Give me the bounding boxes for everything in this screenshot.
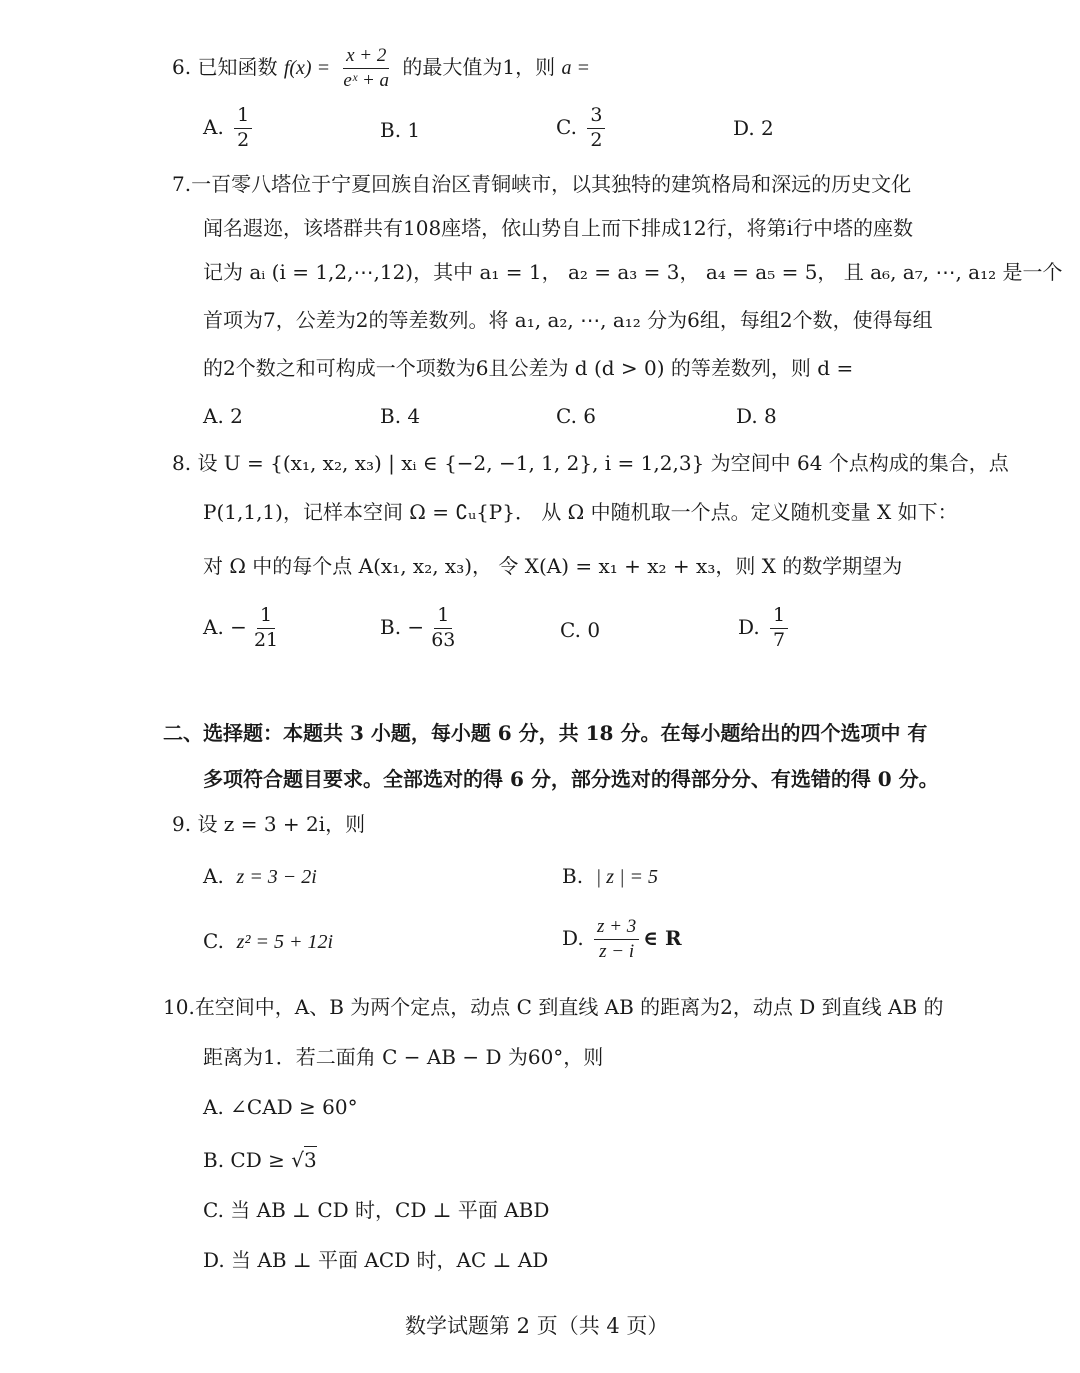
option-label: B.: [562, 864, 584, 888]
q6-a-fraction: [234, 106, 252, 151]
q7-line-4: 首项为7，公差为2的等差数列。将 a₁, a₂, ⋯, a₁₂ 分为6组，每组2个数，使得每组: [203, 308, 933, 332]
minus-sign: −: [230, 614, 247, 639]
option-value: | z | = 5: [595, 866, 659, 888]
q6-number: 6.: [172, 54, 192, 79]
q6-function: f(x) =: [283, 56, 331, 79]
denominator: 21: [253, 628, 279, 651]
q6-stem-pre: 已知函数: [197, 54, 278, 79]
q8-option-c: [560, 620, 600, 640]
q7-option-d: D. 8: [736, 404, 777, 428]
q9-d-fraction: [594, 917, 639, 962]
denominator: 63: [431, 628, 456, 651]
q10-option-d: D. 当 AB ⊥ 平面 ACD 时，AC ⊥ AD: [203, 1248, 549, 1272]
section-2-heading-line-1: 二、选择题：本题共 3 小题，每小题 6 分，共 18 分。在每小题给出的四个选项中 有: [163, 721, 928, 745]
option-label: D.: [738, 614, 760, 639]
q7-number: 7.: [172, 172, 192, 196]
numerator: 1: [234, 106, 252, 129]
q9-option-b: [562, 866, 658, 887]
q7-line-2: 闻名遐迩，该塔群共有108座塔，依山势自上而下排成12行，将第i行中塔的座数: [203, 216, 914, 240]
numerator: 3: [587, 106, 605, 129]
q8-option-d: [738, 606, 792, 651]
denominator: 2: [237, 128, 250, 151]
q6-option-c: [556, 106, 609, 151]
q8-line-2: P(1,1,1)，记样本空间 Ω = ∁ᵤ{P}． 从 Ω 中随机取一个点。定义随机变量 X 如下：: [203, 500, 958, 524]
q7-option-b: B. 4: [380, 404, 421, 428]
option-label: B.: [380, 118, 402, 142]
q10-option-c: C. 当 AB ⊥ CD 时，CD ⊥ 平面 ABD: [203, 1198, 550, 1222]
q6-option-d: [733, 118, 774, 138]
numerator: 1: [257, 606, 275, 629]
page-footer: 数学试题第 2 页（共 4 页）: [405, 1314, 669, 1338]
q7-line-3: 记为 aᵢ (i = 1,2,⋯,12)，其中 a₁ = 1， a₂ = a₃ = 3， a₄ = a₅ = 5， 且 a₆, a₇, ⋯, a₁₂ 是一个: [203, 260, 1063, 284]
q6-stem-post: 的最大值为1，则: [402, 54, 556, 79]
option-value: 0: [587, 618, 601, 642]
option-tail: ∈ R: [643, 925, 682, 950]
q9-number: 9.: [172, 812, 192, 836]
q6-option-b: [380, 120, 420, 140]
q6-stem-end: a =: [561, 56, 590, 79]
option-label: D.: [562, 925, 584, 950]
denominator: 2: [590, 128, 603, 151]
option-label: A.: [203, 614, 224, 639]
option-label: D.: [733, 116, 755, 140]
q9-option-a: [203, 866, 317, 887]
denominator: z − i: [599, 940, 635, 962]
option-value: 1: [407, 118, 421, 142]
numerator: 1: [770, 606, 788, 629]
q6-stem: [172, 46, 590, 91]
option-value: 2: [761, 116, 774, 140]
q10-line-1: [163, 997, 944, 1017]
q8-text: 设 U = {(x₁, x₂, x₃) | xᵢ ∈ {−2, −1, 1, 2}, i = 1,2,3} 为空间中 64 个点构成的集合，点: [197, 451, 1009, 475]
q8-line-1: [172, 453, 1009, 473]
option-label: C.: [203, 929, 224, 953]
option-label: B.: [380, 614, 402, 639]
q7-option-c: C. 6: [556, 404, 597, 428]
q8-number: 8.: [172, 451, 192, 475]
q10-line-2: 距离为1．若二面角 C − AB − D 为60°，则: [203, 1045, 604, 1069]
q10-option-b: [203, 1150, 317, 1170]
minus-sign: −: [407, 614, 425, 639]
q8-line-3: 对 Ω 中的每个点 A(x₁, x₂, x₃)， 令 X(A) = x₁ + x₂ + x₃，则 X 的数学期望为: [203, 554, 903, 578]
q9-option-c: [203, 931, 333, 952]
option-value: z² = 5 + 12i: [236, 931, 333, 953]
option-label: B. CD ≥: [203, 1148, 292, 1172]
q7-option-a: A. 2: [203, 404, 243, 428]
radicand: 3: [303, 1148, 317, 1172]
q6-c-fraction: [587, 106, 605, 151]
q7-line-1: [172, 174, 911, 194]
q10-number: 10.: [163, 995, 195, 1019]
option-label: C.: [560, 618, 581, 642]
q6-option-a: [203, 106, 256, 151]
denominator: 7: [773, 628, 786, 651]
q10-text: 在空间中，A、B 为两个定点，动点 C 到直线 AB 的距离为2，动点 D 到直线 AB 的: [194, 995, 944, 1019]
q9-text: 设 z = 3 + 2i，则: [197, 812, 366, 836]
q6-frac-numerator: x + 2: [343, 46, 389, 69]
option-value: z = 3 − 2i: [236, 866, 317, 888]
option-label: A.: [203, 864, 224, 888]
q7-text: 一百零八塔位于宁夏回族自治区青铜峡市，以其独特的建筑格局和深远的历史文化: [191, 172, 912, 196]
numerator: z + 3: [594, 917, 639, 940]
q8-b-fraction: [428, 606, 458, 651]
q8-option-b: [380, 606, 462, 651]
option-label: A.: [203, 114, 224, 139]
q8-d-fraction: [770, 606, 788, 651]
q9-stem: [172, 814, 365, 834]
sqrt-icon: √: [291, 1148, 304, 1172]
q6-fraction: [340, 46, 392, 91]
q8-option-a: [203, 606, 285, 651]
q10-option-a: A. ∠CAD ≥ 60°: [203, 1095, 358, 1119]
option-label: C.: [556, 114, 577, 139]
section-2-heading-line-2: 多项符合题目要求。全部选对的得 6 分，部分选对的得部分分、有选错的得 0 分。: [203, 767, 939, 791]
q9-option-d: [562, 917, 682, 962]
q7-line-5: 的2个数之和可构成一个项数为6且公差为 d (d > 0) 的等差数列，则 d =: [203, 356, 854, 380]
q6-frac-denominator: eˣ + a: [343, 69, 390, 91]
numerator: 1: [434, 606, 452, 629]
q8-a-fraction: [251, 606, 281, 651]
